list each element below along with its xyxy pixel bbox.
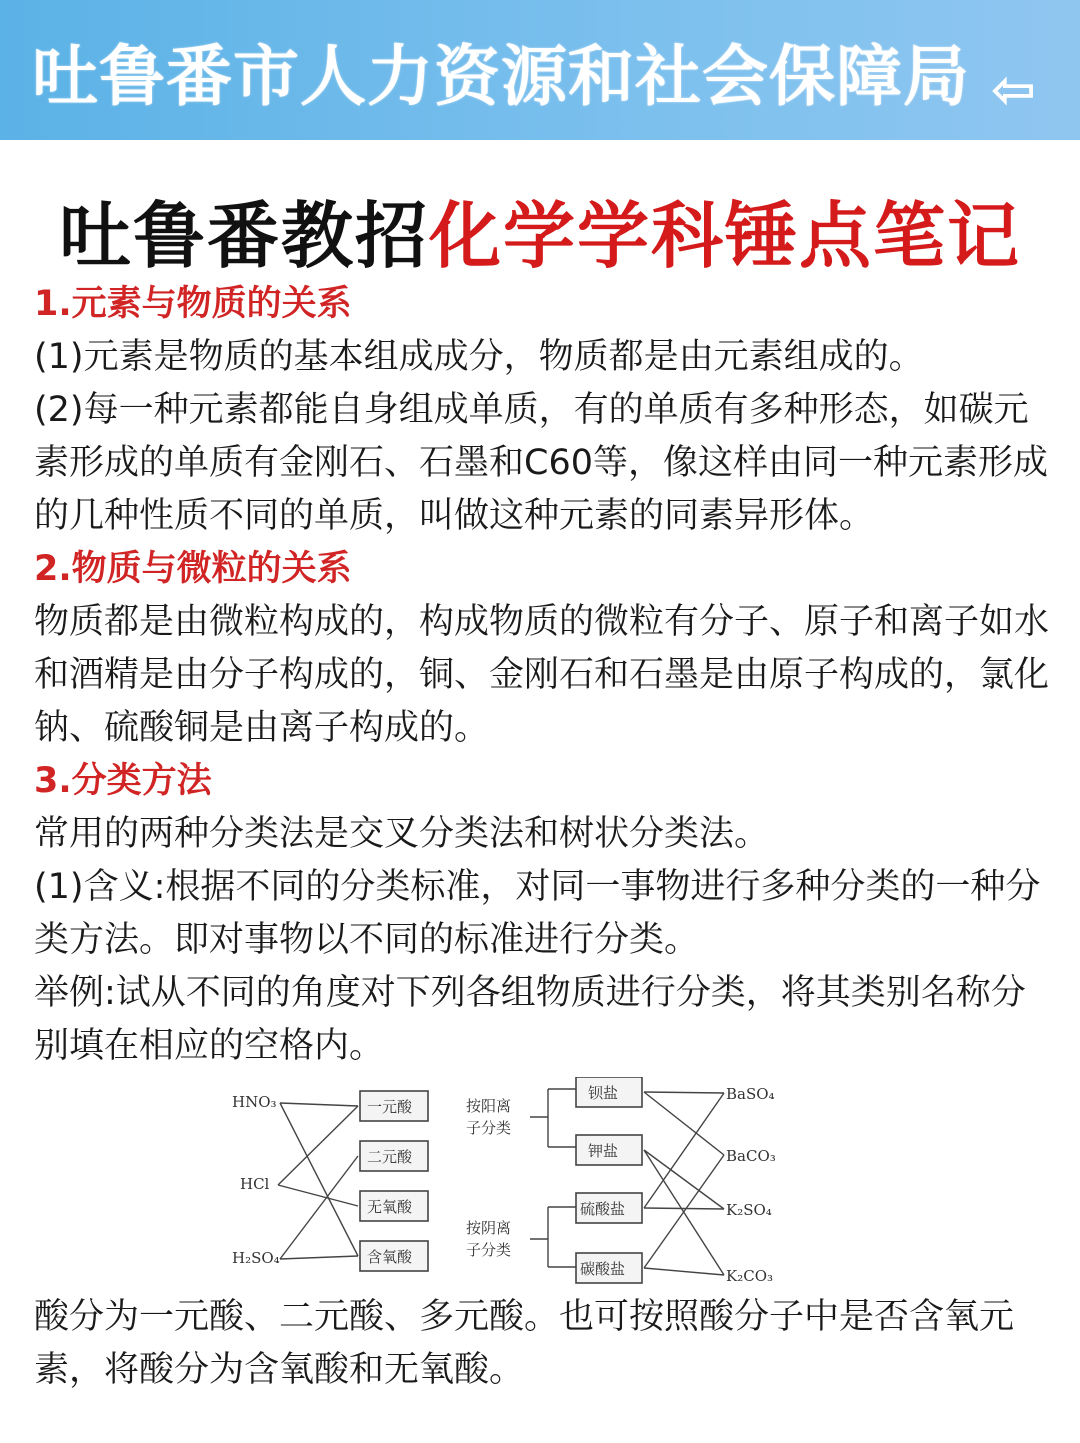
salt-label-k2so4: K₂SO₄	[726, 1201, 772, 1219]
section-3-paragraph-1: 常用的两种分类法是交叉分类法和树状分类法。	[34, 814, 770, 854]
section-heading-3: 3.分类方法	[34, 761, 212, 801]
classification-diagram	[230, 1077, 790, 1287]
by-anion-label-l2: 子分类	[466, 1241, 512, 1259]
banner-title: 吐鲁番市人力资源和社会保障局	[32, 37, 970, 115]
link-ba-baco3	[644, 1092, 724, 1155]
section-heading-2: 2.物质与微粒的关系	[34, 549, 352, 589]
by-cation-label-l1: 按阳离	[466, 1097, 512, 1115]
acid-class-diprotic: 二元酸	[367, 1148, 413, 1166]
page-title-subject: 化学学科锤点笔记	[429, 193, 1022, 278]
by-anion-label-l1: 按阴离	[466, 1219, 512, 1237]
link-so4-k2so4	[644, 1208, 724, 1209]
section-1-paragraph-1: (1)元素是物质的基本组成成分，物质都是由元素组成的。	[34, 337, 924, 377]
link-co3-baco3	[644, 1155, 724, 1268]
by-cation-label-l2: 子分类	[466, 1119, 512, 1137]
section-3-paragraph-3: 举例:试从不同的角度对下列各组物质进行分类，将其类别名称分别填在相应的空格内。	[34, 973, 1026, 1066]
page-title	[0, 178, 1080, 282]
salt-class-sulfate: 硫酸盐	[580, 1200, 626, 1218]
link-ba-baso4	[644, 1092, 724, 1093]
page-title-prefix: 吐鲁番教招	[58, 193, 429, 278]
cation-bracket	[530, 1089, 576, 1147]
section-3-paragraph-2: (1)含义:根据不同的分类标准，对同一事物进行多种分类的一种分类方法。即对事物以不同的标准进行分类。	[34, 867, 1041, 960]
salt-class-barium: 钡盐	[588, 1084, 619, 1102]
salt-label-baco3: BaCO₃	[726, 1147, 776, 1165]
salt-label-k2co3: K₂CO₃	[726, 1267, 774, 1285]
salt-class-carbonate: 碳酸盐	[580, 1260, 626, 1278]
section-3-paragraph-4: 酸分为一元酸、二元酸、多元酸。也可按照酸分子中是否含氧元素，将酸分为含氧酸和无氧酸。	[34, 1297, 1015, 1390]
acid-label-hno3: HNO₃	[232, 1093, 277, 1111]
acid-class-oxygen-free: 无氧酸	[367, 1198, 413, 1216]
section-heading-1: 1.元素与物质的关系	[34, 284, 352, 324]
link-h2so4-oxy	[280, 1256, 358, 1259]
salt-label-baso4: BaSO₄	[726, 1085, 775, 1103]
acid-label-hcl: HCl	[240, 1175, 270, 1193]
salt-class-potassium: 钾盐	[588, 1142, 619, 1160]
section-1-paragraph-2: (2)每一种元素都能自身组成单质，有的单质有多种形态，如碳元素形成的单质有金刚石、石墨和C60等，像这样由同一种元素形成的几种性质不同的单质，叫做这种元素的同素异形体。	[34, 390, 1048, 536]
notes-content	[34, 278, 1054, 1397]
link-so4-baso4	[644, 1093, 724, 1208]
anion-bracket	[530, 1207, 576, 1267]
link-hcl-mono	[278, 1106, 358, 1185]
back-arrow-icon: ⇦	[990, 58, 1036, 121]
link-hno3-mono	[280, 1103, 358, 1106]
link-k-k2so4	[644, 1150, 724, 1209]
link-hno3-oxy	[280, 1103, 358, 1256]
acid-label-h2so4: H₂SO₄	[232, 1249, 280, 1267]
acid-class-oxyacid: 含氧酸	[367, 1248, 413, 1266]
acid-class-monoprotic: 一元酸	[367, 1098, 413, 1116]
section-2-paragraph-1: 物质都是由微粒构成的，构成物质的微粒有分子、原子和离子如水和酒精是由分子构成的，铜、金刚石和石墨是由原子构成的，氯化钠、硫酸铜是由离子构成的。	[34, 602, 1050, 748]
link-co3-k2co3	[644, 1268, 724, 1275]
header-banner	[0, 0, 1080, 140]
link-hcl-free	[278, 1185, 358, 1206]
